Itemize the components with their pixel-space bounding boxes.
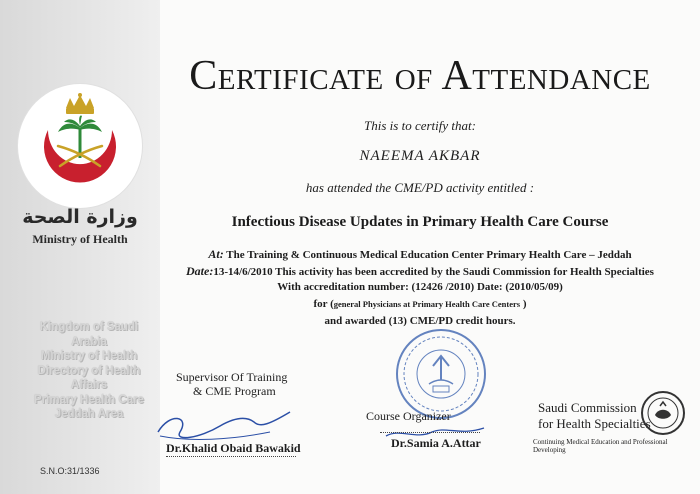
region-block [30,320,148,422]
course-title: Infectious Disease Updates in Primary Health Care Course [231,214,609,230]
ministry-name-arabic: وزارة الصحة [22,206,138,228]
venue-text: The Training & Continuous Medical Education Center Primary Health Care – Jeddah [223,249,632,261]
commission-seal-icon [640,390,686,436]
ministry-logo-icon [30,90,130,200]
for-label: for ( [313,298,334,310]
region-line: Primary Health Care [34,393,144,406]
intro-text: This is to certify that: [364,118,476,133]
sidebar-panel [0,0,160,494]
recipient-name: NAEEMA AKBAR [359,148,481,164]
credit-hours-line: and awarded (13) CME/PD credit hours. [324,315,516,327]
ministry-name-english: Ministry of Health [32,232,128,246]
region-line: Jeddah Area [54,408,124,420]
serial-number: S.N.O:31/1336 [40,466,100,476]
region-line: Kingdom of Saudi Arabia [39,321,139,348]
supervisor-sign-line [166,456,296,457]
organizer-name: Dr.Samia A.Attar [391,436,481,450]
date-text: 13-14/6/2010 This activity has been accredited by the Saudi Commission for Health Specialties [213,266,654,278]
accreditation-line: With accreditation number: (12426 /2010) Date: (2010/05/09) [277,281,563,293]
commission-name-1: Saudi Commission [538,400,637,415]
commission-name-2: for Health Specialties [538,416,651,431]
at-label: At: [208,247,224,261]
date-label: Date: [186,264,214,278]
audience-line [160,298,680,310]
organizer-title: Course Organizer [366,409,451,423]
certificate-title: Certificate of Attendance [189,53,651,99]
supervisor-name: Dr.Khalid Obaid Bawakid [166,441,301,455]
venue-line [160,247,680,262]
supervisor-title-2: & CME Program [193,384,276,398]
official-stamp-icon [393,326,489,422]
region-line: Ministry of Health [40,350,138,362]
supervisor-title-1: Supervisor Of Training [176,370,288,384]
organizer-sign-line [380,432,480,433]
commission-subtitle: Continuing Medical Education and Professional Developing [533,438,668,454]
region-line: Directory of Health Affairs [37,364,141,391]
attended-text: has attended the CME/PD activity entitled : [305,180,535,195]
audience-text: general Physicians at Primary Health Care Centers [333,299,521,309]
for-close: ) [520,298,527,310]
date-line [160,264,680,279]
